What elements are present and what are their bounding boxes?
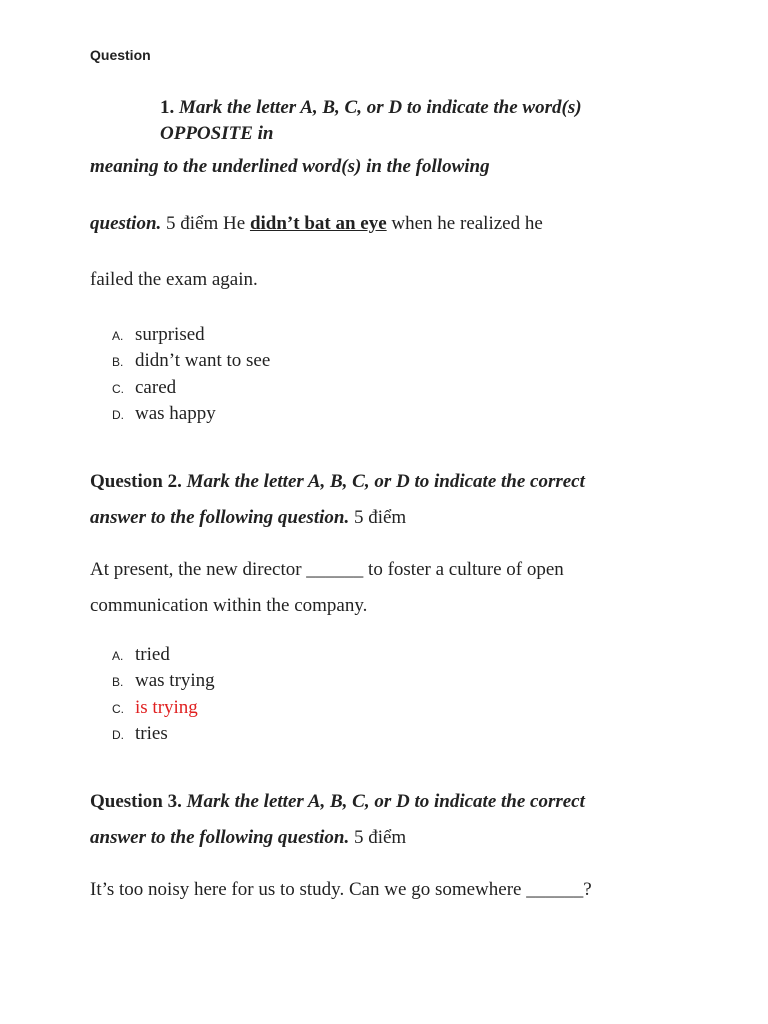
q1-instruction-line1: [160, 96, 582, 120]
option-text: was happy: [135, 403, 216, 425]
question-header-label: Question: [90, 47, 151, 63]
q1-instruction-line2: OPPOSITE in: [160, 123, 274, 144]
option-letter: C.: [112, 381, 124, 396]
q1-stem-line2: failed the exam again.: [90, 269, 258, 290]
option-text: was trying: [135, 670, 215, 692]
q2-instruction-line2: [90, 506, 406, 530]
option-letter: A.: [112, 649, 124, 663]
q1-instruction-text1: Mark the letter A, B, C, or D to indicate the word(s): [179, 97, 582, 118]
option-text: cared: [135, 376, 177, 398]
q1-number: 1.: [160, 97, 175, 118]
q3-instruction-line1: [90, 790, 585, 814]
q1-instruction-end: question.: [90, 213, 162, 234]
q2-instruction-text1: Mark the letter A, B, C, or D to indicate the correct: [186, 471, 585, 492]
q2-options: [112, 644, 215, 750]
q2-instruction-text2: answer to the following question.: [90, 507, 350, 528]
q2-stem-line2: communication within the company.: [90, 595, 368, 616]
option-text: tried: [135, 644, 170, 665]
q2-option-a[interactable]: [112, 644, 215, 670]
q1-option-a[interactable]: [112, 324, 270, 350]
q1-options: [112, 324, 270, 430]
q2-points: 5 điểm: [353, 507, 407, 528]
q2-option-b[interactable]: [112, 670, 215, 696]
option-text-highlighted: is trying: [135, 696, 198, 718]
option-letter: D.: [112, 408, 124, 423]
option-letter: C.: [112, 701, 124, 716]
q2-option-d[interactable]: [112, 723, 215, 749]
q3-instruction-text1: Mark the letter A, B, C, or D to indicate the correct: [186, 791, 585, 812]
q3-stem-line1: It’s too noisy here for us to study. Can we go somewhere ______?: [90, 879, 592, 900]
q3-label: Question 3.: [90, 791, 182, 812]
option-text: surprised: [135, 324, 205, 345]
q1-stem-after: when he realized he: [391, 213, 543, 234]
q1-points: 5 điểm: [166, 213, 219, 234]
option-text: didn’t want to see: [135, 350, 271, 372]
q1-option-c[interactable]: [112, 377, 270, 403]
option-letter: B.: [112, 675, 124, 690]
q1-option-d[interactable]: [112, 403, 270, 429]
q1-option-b[interactable]: [112, 350, 270, 376]
option-letter: A.: [112, 329, 124, 343]
q2-option-c[interactable]: [112, 697, 215, 723]
option-letter: D.: [112, 728, 124, 743]
q1-stem-line1: [90, 212, 543, 236]
q1-instruction-line3: meaning to the underlined word(s) in the following: [90, 156, 490, 177]
option-text: tries: [135, 723, 168, 745]
q3-instruction-line2: [90, 826, 406, 850]
q3-points: 5 điểm: [353, 827, 407, 848]
q1-underlined-phrase: didn’t bat an eye: [249, 213, 387, 234]
q1-stem-before: He: [223, 213, 246, 234]
q3-instruction-text2: answer to the following question.: [90, 827, 350, 848]
option-letter: B.: [112, 355, 124, 370]
q2-stem-line1: At present, the new director ______ to foster a culture of open: [90, 559, 564, 580]
q2-label: Question 2.: [90, 471, 182, 492]
q2-instruction-line1: [90, 470, 585, 494]
